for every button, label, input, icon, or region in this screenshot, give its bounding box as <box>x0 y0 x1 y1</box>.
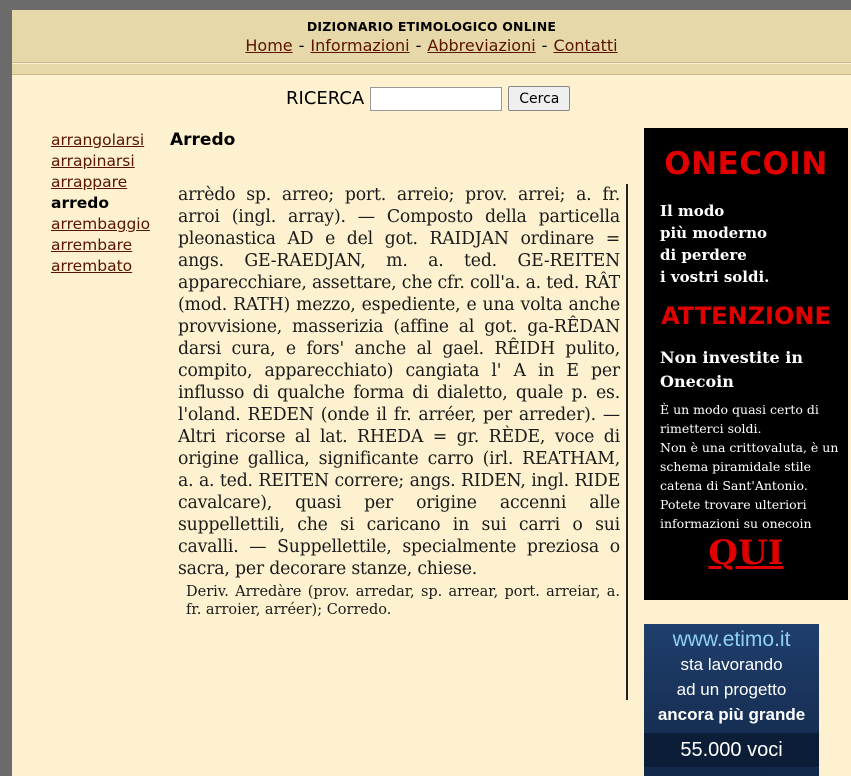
entry-derivatives: Deriv. Arredàre (prov. arredar, sp. arrear, port. arreiar, a. fr. arroier, arréer); Corredo. <box>186 584 620 618</box>
ad-warning-line: Onecoin <box>660 372 734 391</box>
site-title: DIZIONARIO ETIMOLOGICO ONLINE <box>306 19 557 34</box>
word-link-arrappare[interactable]: arrappare <box>51 173 128 191</box>
ad-body-line: rimetterci soldi. <box>660 421 762 436</box>
ad-lead-line: di perdere <box>660 246 747 264</box>
banner-domain: www.etimo.it <box>672 628 791 651</box>
nav-link-abbreviazioni[interactable]: Abbreviazioni <box>427 36 536 55</box>
ad-link-qui[interactable]: QUI <box>708 533 784 573</box>
onecoin-ad <box>644 128 848 600</box>
nav-separator: - <box>415 36 422 55</box>
site-header <box>12 10 851 63</box>
word-link-arrembare[interactable]: arrembare <box>51 236 133 254</box>
header-band <box>12 64 851 75</box>
ad-warning <box>660 346 848 394</box>
ad-body-line: schema piramidale stile <box>660 459 812 474</box>
ad-warning-line: Non investite in <box>660 348 804 367</box>
search-input[interactable] <box>370 87 502 111</box>
nav-link-informazioni[interactable]: Informazioni <box>310 36 410 55</box>
ad-brand: ONECOIN <box>664 146 828 182</box>
nav-separator: - <box>541 36 548 55</box>
ad-body-line: Potete trovare ulteriori <box>660 497 807 512</box>
search-label: RICERCA <box>286 88 365 109</box>
word-link-arrangolarsi[interactable]: arrangolarsi <box>51 131 145 149</box>
ad-body-line: informazioni su onecoin <box>660 516 812 531</box>
ad-body-line: È un modo quasi certo di <box>660 402 819 417</box>
ad-lead-line: i vostri soldi. <box>660 268 770 286</box>
ad-body <box>660 400 840 533</box>
search-button[interactable]: Cerca <box>508 86 570 111</box>
banner-line: ad un progetto <box>676 680 787 699</box>
main-nav <box>12 36 851 55</box>
page <box>12 10 851 776</box>
word-link-arrembato[interactable]: arrembato <box>51 257 133 275</box>
entry-title: Arredo <box>170 130 236 150</box>
ad-body-line: Non è una crittovaluta, è un <box>660 440 839 455</box>
entry-scan-text: arrèdo sp. arreo; port. arreio; prov. arrei; a. fr. arroi (ingl. array). — Composto della particella pleonastica AD e del got. RAIDJAN ordinare = angs. GE-RAEDJAN, m. a. ted. GE-REITEN apparecchiare, assettare, che cfr. coll'a. a. ted. RÂT (mod. RATH) mezzo, espediente, e una volta anche provvisione, masserizia (affine al got. ga-RÊDAN darsi cura, e fors' anche al gael. RÊIDH pulito, compito, apparecchiato) cangiata l' A in E per influsso di qualche forma di dialetto, quale p. es. l'oland. REDEN (onde il fr. arréer, per arreder). — Altri ricorse al lat. RHEDA = gr. RÈDE, voce di origine gallica, significante carro (irl. REATHAM, a. a. ted. REITEN correre; angs. RIDEN, ingl. RIDE cavalcare), quasi per origine accenni alle suppellettili, che si caricano in sui carri o sui cavalli. — Suppellettile, specialmente preziosa o sacra, per decorare stanze, chiese. <box>178 185 620 579</box>
word-link-arrembaggio[interactable]: arrembaggio <box>51 215 151 233</box>
word-link-arrapinarsi[interactable]: arrapinarsi <box>51 152 135 170</box>
banner-count: 55.000 voci <box>644 733 819 767</box>
etimo-banner[interactable] <box>644 624 819 776</box>
nav-link-home[interactable]: Home <box>245 36 293 55</box>
word-list <box>51 130 150 277</box>
ad-attention: ATTENZIONE <box>661 302 831 330</box>
search-bar <box>286 86 570 111</box>
ad-lead-line: Il modo <box>660 202 725 220</box>
dictionary-scan <box>176 184 628 700</box>
ad-body-line: catena di Sant'Antonio. <box>660 478 808 493</box>
ad-lead-line: più moderno <box>660 224 768 242</box>
ad-lead <box>660 200 848 288</box>
banner-highlight: ancora più grande <box>657 705 806 724</box>
nav-link-contatti[interactable]: Contatti <box>553 36 618 55</box>
banner-line: sta lavorando <box>680 655 783 674</box>
nav-separator: - <box>298 36 305 55</box>
current-word: arredo <box>51 194 110 212</box>
